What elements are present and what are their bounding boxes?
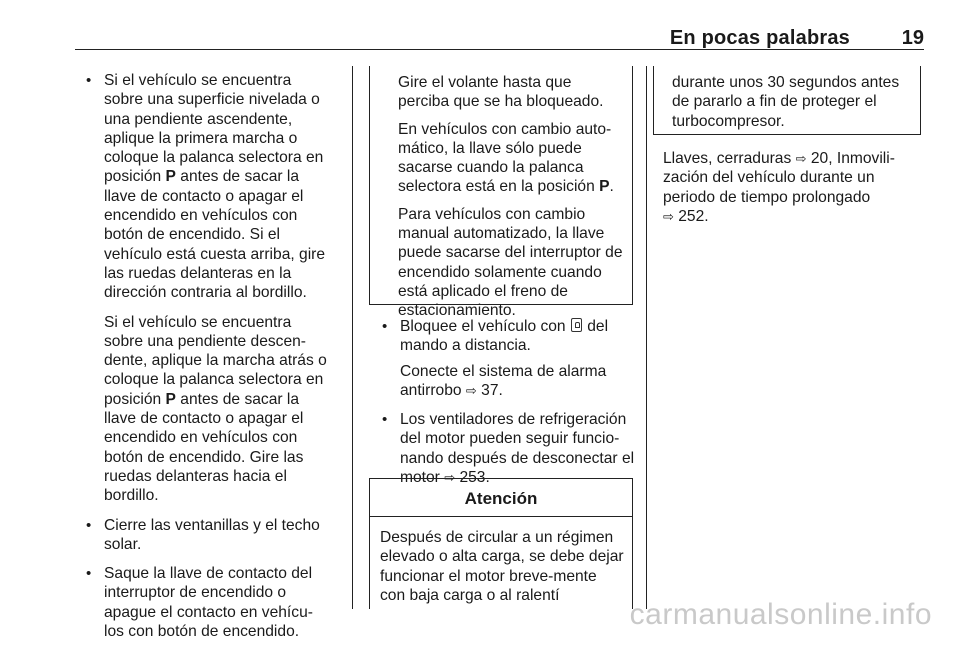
column-1: [84, 71, 329, 651]
note-paragraph: En vehículos con cambio auto‐mático, la llave sólo puede sacarse cuando la palanca selectora está en la posición P.: [398, 120, 614, 196]
column-divider-1: [352, 66, 353, 609]
attention-continued-box: [653, 66, 921, 135]
column-2: [380, 317, 635, 497]
attention-continued-text: durante unos 30 segundos antes de pararlo a fin de proteger el turbocompresor.: [672, 74, 900, 130]
bullet-item: • Bloquee el vehículo con del mando a distancia.: [380, 317, 635, 356]
page-number: 19: [901, 27, 924, 49]
column-divider-2: [646, 66, 647, 609]
bullet-subparagraph: Conecte el sistema de alarma antirrobo ⇨ 37.: [400, 362, 607, 399]
attention-rule: [370, 516, 632, 517]
bullet-item: • Saque la llave de contacto del interruptor de encendido o apague el contacto en vehícu‐los con botón de encendido.: [84, 564, 329, 641]
note-paragraph: Gire el volante hasta que perciba que se ha bloqueado.: [398, 74, 604, 111]
bullet-item: • Si el vehículo se encuentra sobre una superficie nivelada o una pendiente ascendente, aplique la primera marcha o coloque la palanca selectora en posición P antes de sacar la llave de contacto o apagar el encendido en vehículos con botón de encendido. Si el vehículo está cuesta arriba, gire las ruedas delanteras en la dirección contraria al bordillo.: [84, 71, 329, 303]
note-paragraph: Para vehículos con cambio manual automatizado, la llave puede sacarse del interruptor de encendido solamente cuando está aplicado el freno de estacionamiento.: [398, 205, 623, 320]
watermark: carmanualsonline.info: [629, 598, 932, 631]
reference-arrow-icon: ⇨: [465, 382, 477, 398]
lock-key-icon: [571, 318, 582, 332]
reference-arrow-icon: ⇨: [663, 208, 674, 224]
bullet-item: • Cierre las ventanillas y el techo solar.: [84, 516, 329, 555]
page-reference[interactable]: 20, Inmovili‐zación del vehículo durante un periodo de tiempo prolongado: [663, 150, 895, 206]
bullet-item: • Los ventiladores de refrigeración del motor pueden seguir funcio‐nando después de desconectar el motor ⇨ 253.: [380, 410, 635, 487]
page-reference[interactable]: 37.: [481, 381, 503, 399]
header-rule: [75, 49, 924, 50]
attention-box: [369, 478, 633, 609]
reference-arrow-icon: ⇨: [444, 470, 456, 486]
section-title: En pocas palabras: [669, 27, 850, 49]
bullet-subparagraph: Si el vehículo se encuentra sobre una pendiente descen‐dente, aplique la marcha atrás o coloque la palanca selectora en posición P antes de sacar la llave de contacto o apagar el encendido en vehículos con botón de encendido. Gire las ruedas delanteras hacia el bordillo.: [104, 313, 327, 505]
page-reference[interactable]: 253.: [459, 469, 490, 487]
reference-arrow-icon: ⇨: [795, 151, 807, 166]
continued-note-box: [369, 66, 633, 320]
attention-title: Atención: [464, 489, 538, 508]
column-3: [663, 149, 911, 226]
page-reference[interactable]: 252.: [678, 207, 709, 225]
attention-text: Después de circular a un régimen elevado o alta carga, se debe dejar funcionar el motor breve‐mente con baja carga o al ralentí: [380, 529, 624, 604]
cross-references: Llaves, cerraduras ⇨ 20, Inmovili‐zación del vehículo durante un periodo de tiempo prolongado ⇨ 252.: [663, 150, 895, 225]
